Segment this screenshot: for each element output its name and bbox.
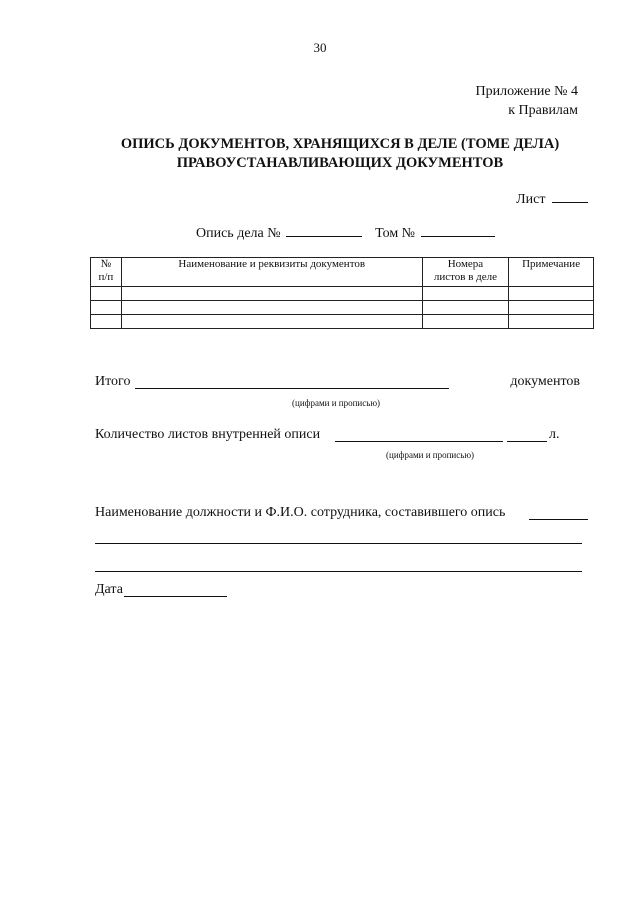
header-number-line2: п/п xyxy=(98,271,114,283)
table-row xyxy=(91,301,594,315)
header-number-line1: № xyxy=(100,258,112,270)
sheet-count-digits-blank xyxy=(507,426,547,442)
sheet-count-label: Количество листов внутренней описи xyxy=(95,427,321,442)
table-cell xyxy=(121,287,422,301)
table-cell xyxy=(509,301,594,315)
header-name: Наименование и реквизиты документов xyxy=(121,258,422,287)
table-row xyxy=(91,287,594,301)
header-number xyxy=(91,258,122,287)
date-blank xyxy=(124,581,227,597)
table-cell xyxy=(422,315,509,329)
date-label: Дата xyxy=(95,582,123,597)
title-line-2: ПРАВОУСТАНАВЛИВАЮЩИХ ДОКУМЕНТОВ xyxy=(176,155,504,171)
header-sheets-line2: листов в деле xyxy=(433,271,498,283)
table-header-row xyxy=(91,258,594,287)
table-cell xyxy=(422,301,509,315)
case-number-blank xyxy=(286,222,362,237)
sheet-count-words-blank xyxy=(335,426,503,442)
table-row xyxy=(91,315,594,329)
total-unit: документов xyxy=(510,374,580,389)
documents-table xyxy=(90,257,594,329)
table-cell xyxy=(509,315,594,329)
total-hint: (цифрами и прописью) xyxy=(292,398,381,408)
position-line-1 xyxy=(95,543,582,544)
table-cell xyxy=(91,315,122,329)
table-cell xyxy=(422,287,509,301)
total-blank xyxy=(135,373,449,389)
appendix-rules: к Правилам xyxy=(508,103,578,118)
volume-number-blank xyxy=(421,222,495,237)
position-label: Наименование должности и Ф.И.О. сотрудника, составившего опись xyxy=(95,505,506,520)
inventory-line xyxy=(196,222,495,242)
sheet-count-hint: (цифрами и прописью) xyxy=(386,450,475,460)
document-title xyxy=(0,135,640,173)
total-label: Итого xyxy=(95,374,131,389)
position-blank xyxy=(529,504,588,520)
sheet-blank xyxy=(552,188,588,203)
appendix-number: Приложение № 4 xyxy=(475,84,578,99)
table-cell xyxy=(121,301,422,315)
sheet-label: Лист xyxy=(516,192,546,207)
case-label: Опись дела № xyxy=(196,226,281,241)
title-line-1: ОПИСЬ ДОКУМЕНТОВ, ХРАНЯЩИХСЯ В ДЕЛЕ (ТОМЕ ДЕЛА) xyxy=(120,136,560,152)
volume-label: Том № xyxy=(375,226,416,241)
position-line-2 xyxy=(95,571,582,572)
header-note: Примечание xyxy=(509,258,594,287)
sheet-count-unit: л. xyxy=(549,427,560,442)
header-sheets-line1: Номера xyxy=(447,258,484,270)
appendix-reference xyxy=(476,82,579,120)
sheet-field xyxy=(516,188,588,208)
table-cell xyxy=(91,301,122,315)
header-sheets xyxy=(422,258,509,287)
table-cell xyxy=(91,287,122,301)
page-number: 30 xyxy=(313,40,327,55)
table-cell xyxy=(121,315,422,329)
table-cell xyxy=(509,287,594,301)
